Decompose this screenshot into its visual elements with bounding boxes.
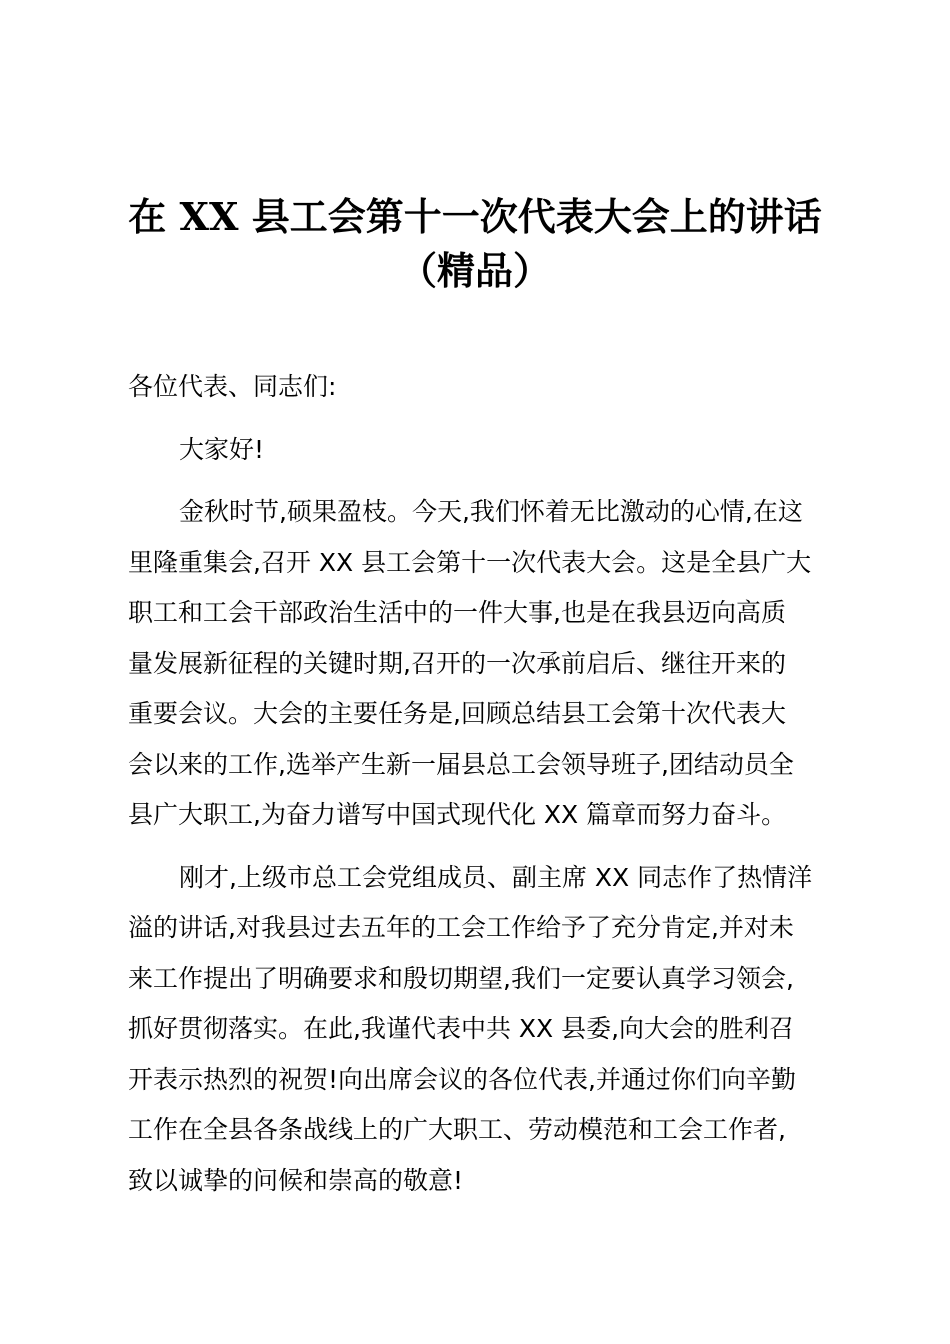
salutation-text: 各位代表、同志们:: [128, 372, 337, 401]
paragraph-line: 金秋时节,硕果盈枝。今天,我们怀着无比激动的心情,在这: [179, 497, 803, 526]
paragraph-line: 县广大职工,为奋力谱写中国式现代化 XX 篇章而努力奋斗。: [128, 800, 787, 829]
paragraph-line: 重要会议。大会的主要任务是,回顾总结县工会第十次代表大: [128, 699, 786, 728]
paragraph-1: [128, 487, 822, 841]
greeting-text: 大家好!: [179, 434, 265, 464]
greeting: [128, 425, 822, 476]
paragraph-line: 里隆重集会,召开 XX 县工会第十一次代表大会。这是全县广大: [128, 547, 812, 577]
paragraph-line: 溢的讲话,对我县过去五年的工会工作给予了充分肯定,并对未: [128, 913, 794, 942]
title-line-2: （精品）: [398, 248, 551, 293]
paragraph-2: [128, 853, 822, 1207]
paragraph-line: 职工和工会干部政治生活中的一件大事,也是在我县迈向高质: [128, 598, 786, 627]
paragraph-line: 刚才,上级市总工会党组成员、副主席 XX 同志作了热情洋: [179, 862, 813, 892]
salutation: [128, 362, 822, 413]
document-body: [128, 362, 822, 1206]
paragraph-line: 会以来的工作,选举产生新一届县总工会领导班子,团结动员全: [128, 749, 794, 779]
title-line-1: 在 XX 县工会第十一次代表大会上的讲话: [128, 194, 822, 239]
paragraph-line: 致以诚挚的问候和崇高的敬意!: [128, 1165, 464, 1195]
paragraph-line: 量发展新征程的关键时期,召开的一次承前启后、继往开来的: [128, 648, 786, 678]
paragraph-line: 工作在全县各条战线上的广大职工、劳动模范和工会工作者,: [128, 1115, 786, 1144]
document-title: [128, 190, 822, 298]
paragraph-line: 抓好贯彻落实。在此,我谨代表中共 XX 县委,向大会的胜利召: [128, 1014, 795, 1043]
paragraph-line: 来工作提出了明确要求和殷切期望,我们一定要认真学习领会,: [128, 963, 794, 993]
paragraph-line: 开表示热烈的祝贺!向出席会议的各位代表,并通过你们向辛勤: [128, 1064, 796, 1094]
